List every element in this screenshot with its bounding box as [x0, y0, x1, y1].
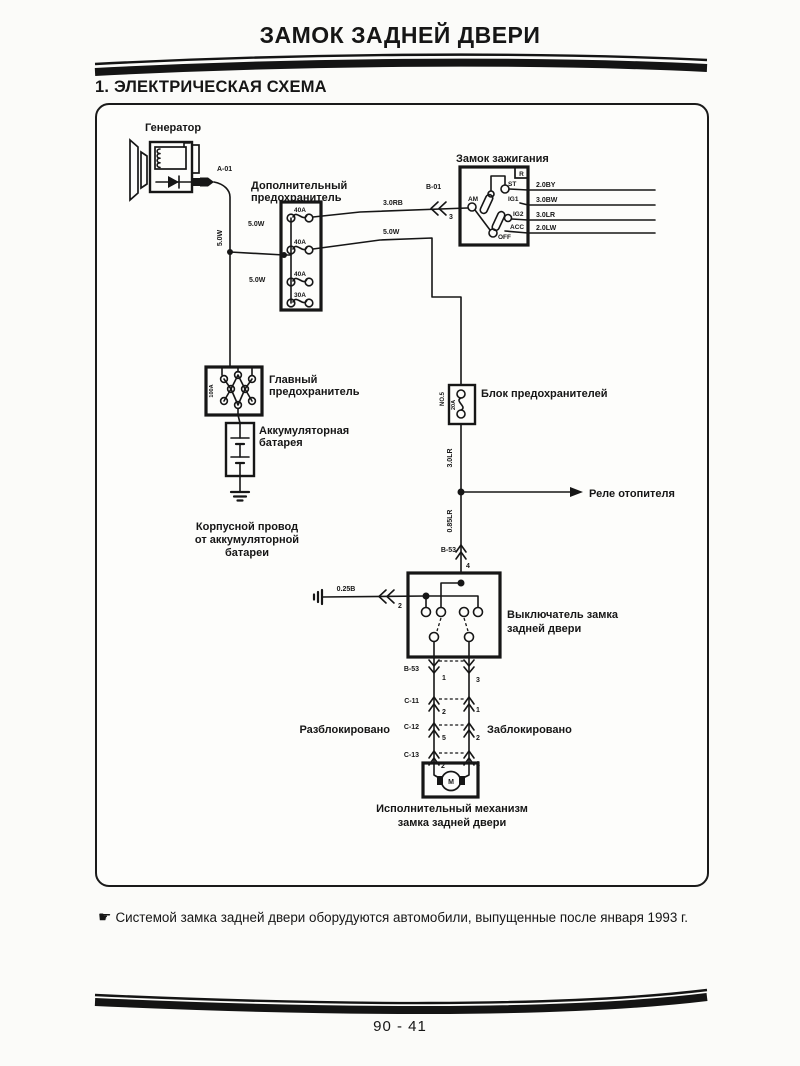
wire-label-5w-lower: 5.0W: [249, 277, 266, 284]
section-heading: 1. ЭЛЕКТРИЧЕСКАЯ СХЕМА: [95, 78, 327, 96]
actuator-label-1: Исполнительный механизм: [376, 803, 528, 815]
wire-label-0.85lr: 0.85LR: [447, 509, 454, 533]
fuse-block-number: NO.5: [440, 391, 446, 407]
wire-label-3.0rb: 3.0RB: [383, 200, 403, 207]
switch-label-1: Выключатель замка: [507, 609, 618, 621]
bottom-divider: [88, 985, 713, 1021]
fuse4-rating: 30A: [294, 292, 306, 299]
switch-label-2: задней двери: [507, 623, 582, 635]
extra-fuse-label-2: предохранитель: [251, 192, 342, 204]
b-terminal: [193, 178, 200, 186]
fuse-block-label: Блок предохранителей: [481, 388, 608, 400]
extra-fuse-label-1: Дополнительный: [251, 180, 348, 192]
ig2-wire: [512, 219, 656, 220]
arrow-right-icon: [570, 487, 583, 497]
battery: [226, 409, 349, 476]
st-link: [491, 176, 505, 191]
switch-position-dash: [464, 618, 468, 631]
pin-number: 3: [476, 677, 480, 684]
connector-name: B-53: [403, 666, 419, 673]
switch-position-dash: [437, 618, 441, 631]
pin-number: 3: [449, 214, 453, 221]
additional-fuse-box: [251, 180, 347, 310]
connector-name: C-13: [403, 752, 419, 759]
pin-number: 1: [476, 707, 480, 714]
pin-number: 5: [442, 735, 446, 742]
st-label: ST: [508, 181, 517, 188]
ground-label-2: от аккумуляторной: [194, 534, 300, 546]
connector-arrow-icon: [200, 178, 214, 187]
ig2-terminal: [505, 215, 512, 222]
wire-5.0w: [313, 238, 461, 385]
wire-0.25b: [322, 596, 426, 597]
body-ground: [195, 476, 299, 559]
off-label: OFF: [498, 234, 511, 241]
switch-contact: [437, 608, 446, 617]
pin-number: 2: [441, 763, 445, 770]
wire-generator-down: [214, 182, 230, 367]
pin-number: 2: [476, 735, 480, 742]
fuse-element-icon: [459, 398, 463, 410]
pin-number: 2: [398, 603, 402, 610]
wire-to-fuse-block: [313, 229, 461, 385]
switch-contact: [430, 633, 439, 642]
battery-label-2: батарея: [259, 437, 303, 449]
ignition-label: Замок зажигания: [456, 153, 549, 165]
door-lock-switch: [314, 573, 619, 657]
connector-name: C-11: [404, 698, 419, 705]
connector-a01-label: A-01: [217, 166, 233, 173]
pin-number: 1: [476, 761, 480, 768]
relay-branch: [441, 424, 675, 573]
wire-label-2.0lw: 2.0LW: [536, 225, 557, 232]
am-label: AM: [467, 196, 479, 203]
ignition-r: R: [519, 171, 524, 178]
ground-label-1: Корпусной провод: [195, 521, 299, 533]
fuse-block-rating: 20A: [451, 399, 457, 411]
motor-letter: M: [448, 779, 454, 786]
footnote-text: Системой замка задней двери оборудуются автомобили, выпущенные после января 1993 г.: [115, 910, 689, 926]
main-fuse-label-1: Главный: [269, 374, 318, 386]
state-locked-label: Заблокировано: [487, 724, 572, 736]
lock-actuator: [376, 763, 528, 829]
connector-ladder: [299, 642, 572, 770]
pointing-hand-icon: ☛: [98, 909, 112, 927]
switch-contact: [465, 633, 474, 642]
main-fuse-label-2: предохранитель: [269, 386, 360, 398]
pin-number: 1: [442, 675, 446, 682]
coil-icon: [157, 149, 160, 167]
switch-internal-wire: [441, 583, 461, 607]
connector-b53-top-label: B-53: [440, 547, 456, 554]
ig2-label: IG2: [513, 211, 524, 218]
wire-label-5w-upper: 5.0W: [248, 221, 265, 228]
wire-label-5.0w: 5.0W: [383, 229, 400, 236]
wire-label-3.0lr: 3.0LR: [447, 448, 454, 468]
fuse-block: [440, 385, 608, 424]
switch-contact: [474, 608, 483, 617]
wiring-diagram: [97, 105, 703, 881]
battery-label-1: Аккумуляторная: [259, 425, 350, 437]
divider-thick-line: [95, 63, 707, 72]
footnote: [98, 909, 716, 926]
wire-label-gen-drop: 5.0W: [217, 229, 224, 247]
actuator-label-2: замка задней двери: [397, 817, 507, 829]
wire-label-3.0bw: 3.0BW: [536, 197, 558, 204]
fuse-terminal: [457, 390, 465, 398]
connector-name: C-12: [403, 724, 419, 731]
fuse1-rating: 40A: [294, 207, 306, 214]
wire-label-0.25b: 0.25B: [336, 586, 356, 593]
fuse2-rating: 40A: [294, 239, 306, 246]
wire-label-3.0lr: 3.0LR: [536, 212, 556, 219]
acc-label: ACC: [510, 224, 525, 231]
page-number: 90 - 41: [373, 1018, 427, 1035]
fuse3-rating: 40A: [294, 271, 306, 278]
pin-number: 4: [466, 563, 470, 570]
fuse-terminal: [457, 410, 465, 418]
pin-number: 2: [442, 709, 446, 716]
pulley-icon: [130, 140, 138, 200]
state-unlocked-label: Разблокировано: [299, 724, 390, 736]
ig1-label: IG1: [508, 196, 519, 203]
generator-symbol: [130, 122, 232, 200]
chassis-ground-icon: [314, 590, 322, 604]
diode-icon: [168, 176, 179, 188]
connector-b01-label: B-01: [426, 184, 442, 191]
pulley-icon: [141, 152, 147, 188]
heater-relay-label: Реле отопителя: [589, 488, 675, 500]
title-divider: [88, 48, 713, 80]
ignition-switch: [456, 153, 655, 245]
st-wire: [509, 189, 655, 190]
main-fuse: [206, 367, 360, 415]
generator-label: Генератор: [145, 122, 202, 134]
ground-icon: [231, 492, 249, 501]
schematic-frame: [95, 103, 709, 887]
switch-contact: [460, 608, 469, 617]
main-fuse-rating: 100A: [209, 384, 215, 398]
ground-label-3: батареи: [224, 547, 270, 559]
page-title: ЗАМОК ЗАДНЕЙ ДВЕРИ: [259, 22, 541, 48]
switch-contact: [422, 608, 431, 617]
wire-label-2.0by: 2.0BY: [536, 182, 556, 189]
switch-internal-wire: [426, 596, 478, 607]
